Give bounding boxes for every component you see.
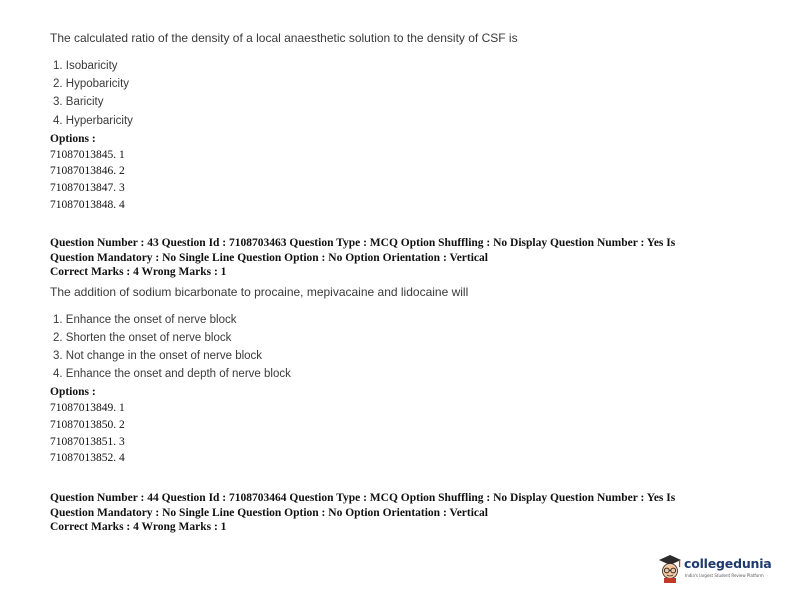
choice-4: 4. Hyperbaricity bbox=[53, 114, 133, 127]
question-43-choices bbox=[50, 311, 675, 384]
question-43-text: The addition of sodium bicarbonate to procaine, mepivacaine and lidocaine will bbox=[50, 284, 469, 299]
choice-2: 2. Shorten the onset of nerve block bbox=[53, 331, 232, 344]
choice-3: 3. Not change in the onset of nerve block bbox=[53, 349, 263, 362]
choice-1: 1. Enhance the onset of nerve block bbox=[53, 313, 237, 326]
option-id-1: 71087013849. 1 bbox=[50, 402, 125, 415]
option-id-2: 71087013850. 2 bbox=[50, 418, 125, 431]
question-44-block bbox=[50, 491, 675, 535]
graduate-mascot-icon bbox=[658, 554, 682, 584]
option-id-4: 71087013848. 4 bbox=[50, 198, 125, 211]
question-42-block bbox=[50, 30, 518, 213]
question-42-text: The calculated ratio of the density of a local anaesthetic solution to the density of CSF is bbox=[50, 31, 518, 45]
option-id-4: 71087013852. 4 bbox=[50, 452, 125, 465]
question-43-marks: Correct Marks : 4 Wrong Marks : 1 bbox=[50, 266, 227, 278]
question-44-meta-line-2: Question Mandatory : No Single Line Question Option : No Option Orientation : Vertical bbox=[50, 506, 488, 519]
choice-1: 1. Isobaricity bbox=[53, 60, 118, 72]
option-id-2: 71087013846. 2 bbox=[50, 165, 125, 178]
option-id-3: 71087013851. 3 bbox=[50, 435, 125, 448]
question-42-choices bbox=[50, 57, 518, 130]
collegedunia-watermark bbox=[658, 552, 772, 586]
options-label: Options : bbox=[50, 386, 96, 399]
choice-4: 4. Enhance the onset and depth of nerve block bbox=[53, 368, 291, 381]
choice-3: 3. Baricity bbox=[53, 96, 104, 109]
options-label: Options : bbox=[50, 132, 96, 145]
question-43-meta-line-1: Question Number : 43 Question Id : 7108703463 Question Type : MCQ Option Shuffling : No Display Question Number : Yes Is bbox=[50, 237, 676, 249]
question-43-block bbox=[50, 236, 675, 467]
question-44-marks: Correct Marks : 4 Wrong Marks : 1 bbox=[50, 521, 227, 533]
option-id-3: 71087013847. 3 bbox=[50, 182, 125, 194]
collegedunia-tagline: India's largest Student Review Platform bbox=[685, 573, 764, 578]
question-43-meta-line-2: Question Mandatory : No Single Line Question Option : No Option Orientation : Vertical bbox=[50, 251, 488, 264]
question-44-meta-line-1: Question Number : 44 Question Id : 7108703464 Question Type : MCQ Option Shuffling : No Display Question Number : Yes Is bbox=[50, 492, 676, 504]
collegedunia-logo-text: collegedunia bbox=[684, 556, 772, 571]
choice-2: 2. Hypobaricity bbox=[53, 78, 130, 91]
option-id-1: 71087013845. 1 bbox=[50, 148, 125, 161]
